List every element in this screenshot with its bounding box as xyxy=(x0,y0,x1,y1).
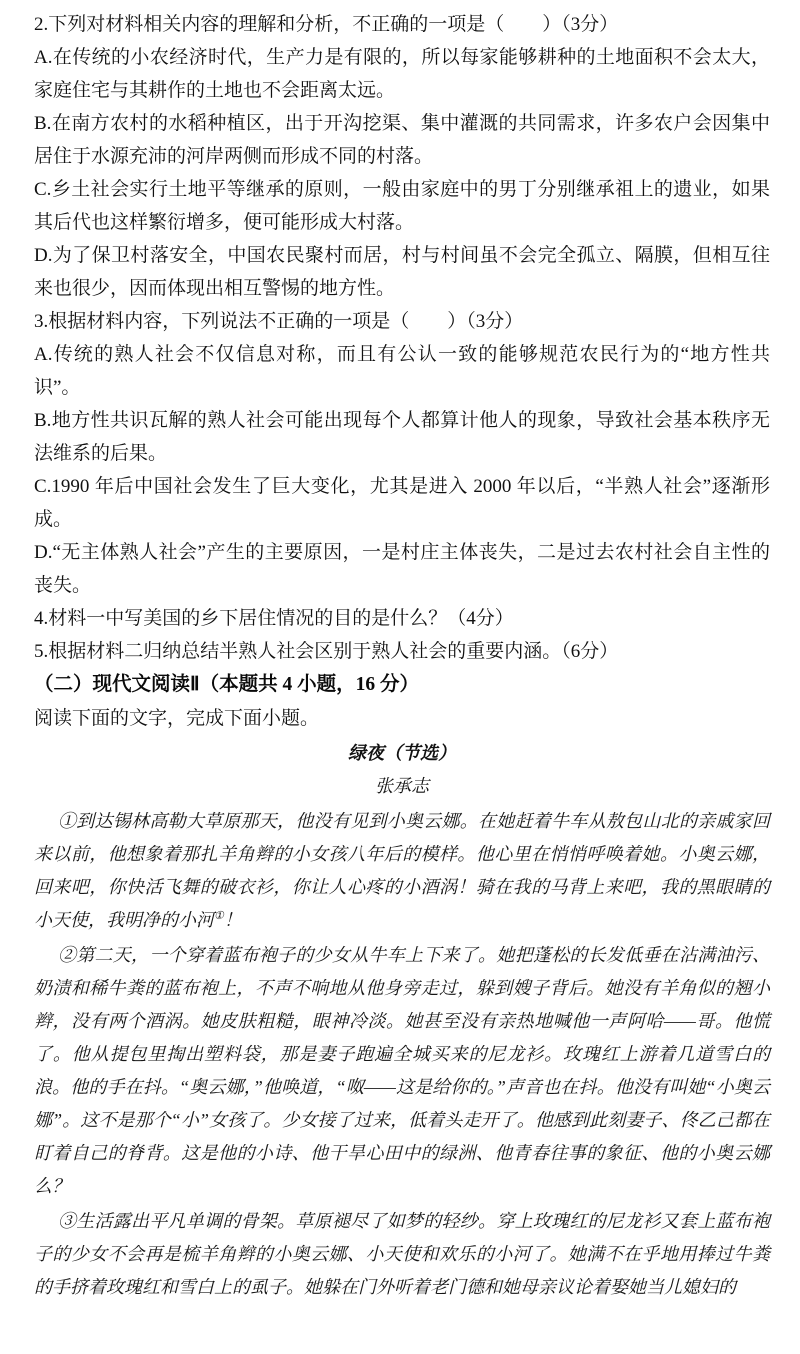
passage-title: 绿夜（节选） xyxy=(348,743,456,763)
question-3-option-c: C.1990 年后中国社会发生了巨大变化，尤其是进入 2000 年以后，“半熟人社会”逐渐形成。 xyxy=(34,476,770,530)
footnote-1-marker: ① xyxy=(214,910,224,922)
question-3-option-a: A.传统的熟人社会不仅信息对称，而且有公认一致的能够规范农民行为的“地方性共识”。 xyxy=(34,344,770,398)
question-block-3 xyxy=(34,305,770,602)
question-3-option-b: B.地方性共识瓦解的熟人社会可能出现每个人都算计他人的现象，导致社会基本秩序无法维系的后果。 xyxy=(34,410,770,464)
passage-paragraph-1 xyxy=(34,805,770,937)
question-4-stem: 4.材料一中写美国的乡下居住情况的目的是什么？（4分） xyxy=(34,608,514,629)
question-block-2 xyxy=(34,8,770,305)
passage-paragraph-3: ③生活露出平凡单调的骨架。草原褪尽了如梦的轻纱。穿上玫瑰红的尼龙衫又套上蓝布袍子的少女不会再是梳羊角辫的小奥云娜、小天使和欢乐的小河了。她满不在乎地用捧过牛粪的手挤着玫瑰红和雪白上的虱子。她躲在门外听着老门德和她母亲议论着娶她当儿媳妇的 xyxy=(34,1211,770,1297)
question-2-stem: 2.下列对材料相关内容的理解和分析，不正确的一项是（ ）（3分） xyxy=(34,14,619,35)
question-2-option-b: B.在南方农村的水稻种植区，出于开沟挖渠、集中灌溉的共同需求，许多农户会因集中居住于水源充沛的河岸两侧而形成不同的村落。 xyxy=(34,113,770,167)
section-2-heading: （二）现代文阅读Ⅱ（本题共 4 小题，16 分） xyxy=(34,674,419,695)
paragraph-1-text: ①到达锡林高勒大草原那天，他没有见到小奥云娜。在她赶着牛车从敖包山北的亲戚家回来以前，他想象着那扎羊角辫的小女孩八年后的模样。他心里在悄悄呼唤着她。小奥云娜，回来吧，你快活飞舞的破衣衫，你让人心疼的小酒涡！骑在我的马背上来吧，我的黑眼睛的小天使，我明净的小河 xyxy=(34,811,770,930)
paragraph-1-tail: ！ xyxy=(223,910,242,930)
question-2-option-a: A.在传统的小农经济时代，生产力是有限的，所以每家能够耕种的土地面积不会太大，家庭住宅与其耕作的土地也不会距离太远。 xyxy=(34,47,770,101)
passage-paragraph-2: ②第二天，一个穿着蓝布袍子的少女从牛车上下来了。她把蓬松的长发低垂在沾满油污、奶渍和稀牛粪的蓝布袍上，不声不响地从他身旁走过，躲到嫂子背后。她没有羊角似的翘小辫，没有两个酒涡。她皮肤粗糙，眼神冷淡。她甚至没有亲热地喊他一声阿哈——哥。他慌了。他从提包里掏出塑料袋，那是妻子跑遍全城买来的尼龙衫。玫瑰红上游着几道雪白的浪。他的手在抖。“奥云娜，”他唤道，“呶——这是给你的。”声音也在抖。他没有叫她“小奥云娜”。这不是那个“小”女孩了。少女接了过来，低着头走开了。他感到此刻妻子、佟乙己都在盯着自己的脊背。这是他的小诗、他干旱心田中的绿洲、他青春往事的象征、他的小奥云娜么？ xyxy=(34,945,770,1196)
passage-author: 张承志 xyxy=(375,776,429,796)
question-3-stem: 3.根据材料内容，下列说法不正确的一项是（ ）（3分） xyxy=(34,311,524,332)
question-3-option-d: D.“无主体熟人社会”产生的主要原因，一是村庄主体丧失，二是过去农村社会自主性的丧失。 xyxy=(34,542,770,596)
question-2-option-d: D.为了保卫村落安全，中国农民聚村而居，村与村间虽不会完全孤立、隔膜，但相互往来也很少，因而体现出相互警惕的地方性。 xyxy=(34,245,770,299)
reading-passage xyxy=(34,737,770,1304)
reading-instruction: 阅读下面的文字，完成下面小题。 xyxy=(34,708,320,729)
question-2-option-c: C.乡土社会实行土地平等继承的原则，一般由家庭中的男丁分别继承祖上的遗业，如果其后代也这样繁衍增多，便可能形成大村落。 xyxy=(34,179,770,233)
question-5-stem: 5.根据材料二归纳总结半熟人社会区别于熟人社会的重要内涵。（6分） xyxy=(34,641,619,662)
